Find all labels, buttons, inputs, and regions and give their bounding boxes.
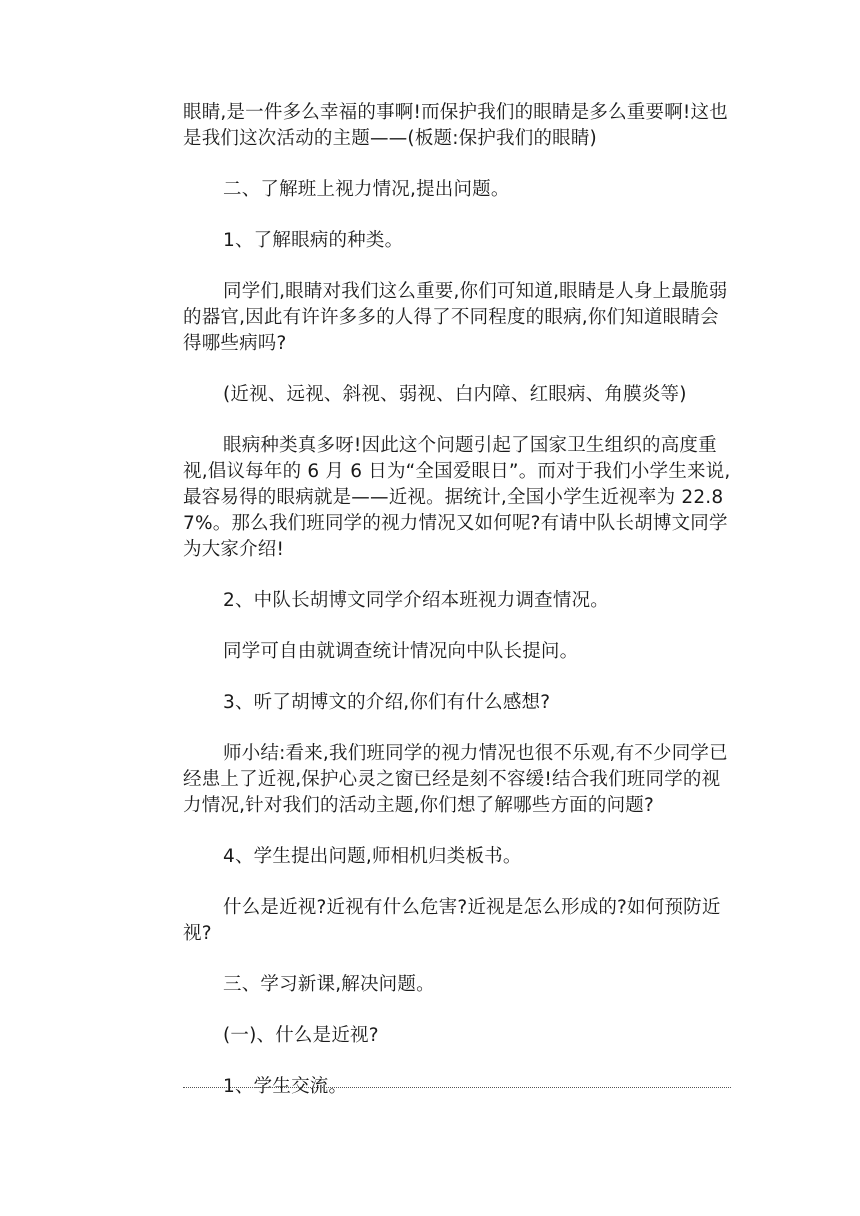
- paragraph-12: 什么是近视?近视有什么危害?近视是怎么形成的?如何预防近视?: [183, 897, 721, 944]
- paragraph-5: (近视、远视、斜视、弱视、白内障、红眼病、角膜炎等): [223, 384, 687, 405]
- paragraph-9: 3、听了胡博文的介绍,你们有什么感想?: [223, 692, 551, 713]
- paragraph-3: 1、了解眼病的种类。: [223, 230, 404, 251]
- paragraph-14: (一)、什么是近视?: [223, 1025, 379, 1046]
- page-divider: [183, 1087, 731, 1088]
- paragraph-6: 眼病种类真多呀!因此这个问题引起了国家卫生组织的高度重视,倡议每年的 6 月 6 日为“全国爱眼日”。而对于我们小学生来说,最容易得的眼病就是——近视。据统计,全国小学生近视率为 22.87%。那么我们班同学的视力情况又如何呢?有请中队长胡博文同学为大家介绍!: [183, 435, 731, 560]
- paragraph-2: 二、了解班上视力情况,提出问题。: [223, 179, 510, 200]
- paragraph-7: 2、中队长胡博文同学介绍本班视力调查情况。: [223, 590, 609, 611]
- paragraph-15: 1、学生交流。: [223, 1076, 348, 1097]
- paragraph-4: 同学们,眼睛对我们这么重要,你们可知道,眼睛是人身上最脆弱的器官,因此有许许多多的人得了不同程度的眼病,你们知道眼睛会得哪些病吗?: [183, 281, 728, 354]
- paragraph-8: 同学可自由就调查统计情况向中队长提问。: [223, 641, 579, 662]
- paragraph-10: 师小结:看来,我们班同学的视力情况也很不乐观,有不少同学已经患上了近视,保护心灵之窗已经是刻不容缓!结合我们班同学的视力情况,针对我们的活动主题,你们想了解哪些方面的问题?: [183, 743, 728, 816]
- paragraph-1: 眼睛,是一件多么幸福的事啊!而保护我们的眼睛是多么重要啊!这也是我们这次活动的主题——(板题:保护我们的眼睛): [183, 102, 728, 149]
- document-body: [183, 100, 733, 1125]
- paragraph-11: 4、学生提出问题,师相机归类板书。: [223, 846, 522, 867]
- paragraph-13: 三、学习新课,解决问题。: [223, 974, 435, 995]
